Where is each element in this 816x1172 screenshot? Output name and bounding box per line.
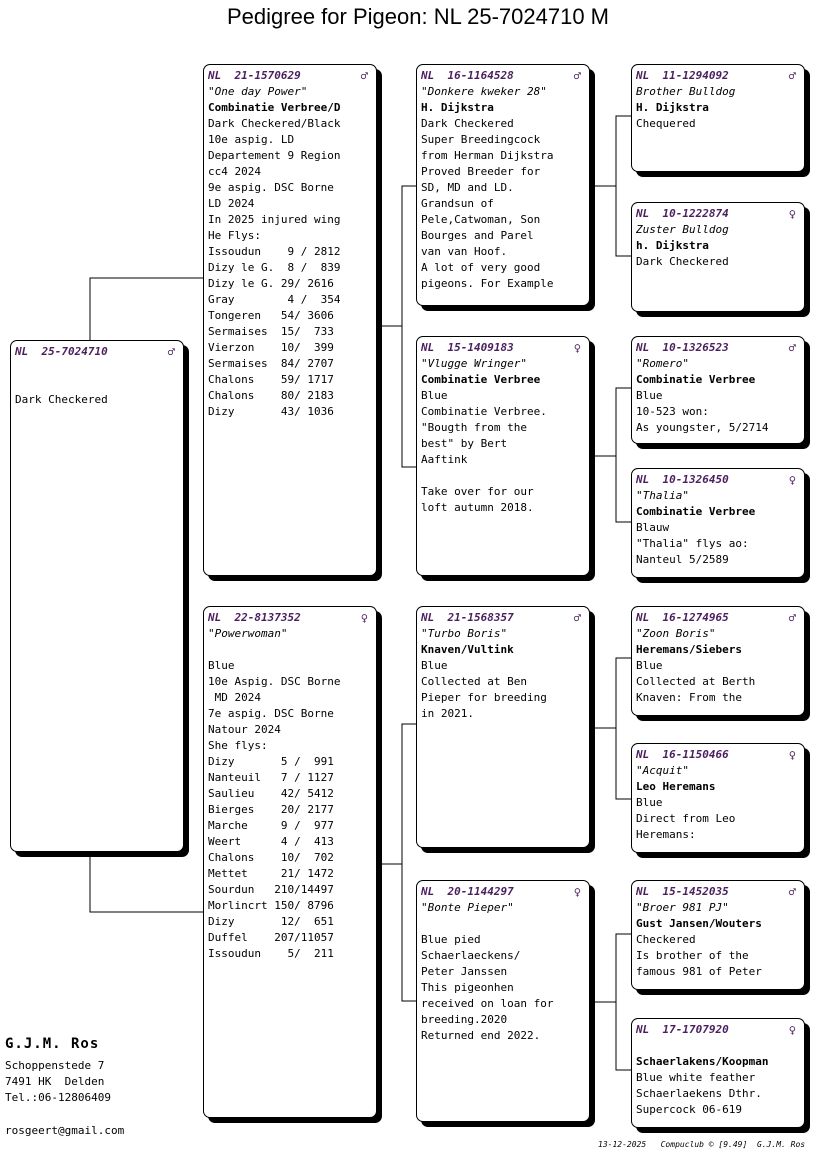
pigeon-info-line: pigeons. For Example <box>421 277 554 290</box>
pigeon-owner: Combinatie Verbree <box>636 373 756 386</box>
pigeon-header <box>421 610 585 626</box>
pigeon-owner: Combinatie Verbree/D <box>208 101 341 114</box>
pigeon-info-line: Nanteul 5/2589 <box>636 553 729 566</box>
pigeon-header <box>421 340 585 356</box>
pigeon-header <box>636 472 800 488</box>
pigeon-card-sire[interactable] <box>203 64 377 576</box>
pigeon-header <box>636 610 800 626</box>
pigeon-info-line: Peter Janssen <box>421 965 508 978</box>
pigeon-info-line: Combinatie Verbree. <box>421 405 547 418</box>
pigeon-info-line: Blue <box>636 796 663 809</box>
pigeon-header <box>421 68 585 84</box>
pigeon-info-line: Direct from Leo <box>636 812 736 825</box>
pigeon-owner <box>208 642 372 658</box>
pigeon-info-line: Checkered <box>636 933 696 946</box>
pigeon-info-line: Pele,Catwoman, Son <box>421 213 541 226</box>
female-symbol-icon: ♀ <box>573 885 581 899</box>
pigeon-info-line <box>15 360 179 376</box>
ring-number: NL 16-1274965 <box>636 611 729 624</box>
pigeon-nickname: "Bonte Pieper" <box>421 901 514 914</box>
pigeon-info-line: Bierges 20/ 2177 <box>208 803 334 816</box>
pigeon-card-dam-dam[interactable] <box>416 880 590 1122</box>
pigeon-card-dam[interactable] <box>203 606 377 1118</box>
ring-number: NL 10-1222874 <box>636 207 729 220</box>
pigeon-header <box>636 1022 800 1038</box>
female-symbol-icon: ♀ <box>788 473 796 487</box>
pigeon-info-line: Dizy 12/ 651 <box>208 915 334 928</box>
pigeon-nickname: "Turbo Boris" <box>421 627 508 640</box>
ring-number: NL 15-1409183 <box>421 341 514 354</box>
pigeon-info-line: Blue pied <box>421 933 481 946</box>
pigeon-info-line: Chequered <box>636 117 696 130</box>
pigeon-info-line: As youngster, 5/2714 <box>636 421 769 434</box>
breeder-address-street: Schoppenstede 7 <box>5 1059 105 1072</box>
pigeon-owner: h. Dijkstra <box>636 239 709 252</box>
pigeon-info-line: Issoudun 9 / 2812 <box>208 245 341 258</box>
female-symbol-icon: ♀ <box>360 611 368 625</box>
ring-number: NL 17-1707920 <box>636 1023 729 1036</box>
pigeon-info-line: Blue white feather <box>636 1071 756 1084</box>
pigeon-info-line: This pigeonhen <box>421 981 514 994</box>
pigeon-info-line: loft autumn 2018. <box>421 501 534 514</box>
pigeon-header <box>208 610 372 626</box>
ring-number: NL 16-1164528 <box>421 69 514 82</box>
pigeon-info-line: Take over for our <box>421 485 534 498</box>
pigeon-info-line: 7e aspig. DSC Borne <box>208 707 334 720</box>
pigeon-info-line: Blue <box>636 389 663 402</box>
pigeon-nickname: "Thalia" <box>636 489 689 502</box>
pigeon-card-subject[interactable] <box>10 340 184 852</box>
pigeon-info-line: "Bougth from the <box>421 421 527 434</box>
ring-number: NL 20-1144297 <box>421 885 514 898</box>
pigeon-info-line: van van Hoof. <box>421 245 508 258</box>
pigeon-owner: H. Dijkstra <box>421 101 494 114</box>
pigeon-owner: Leo Heremans <box>636 780 716 793</box>
male-symbol-icon: ♂ <box>573 611 581 625</box>
pigeon-info-line: Gray 4 / 354 <box>208 293 341 306</box>
ring-number: NL 11-1294092 <box>636 69 729 82</box>
pigeon-info-line: Natour 2024 <box>208 723 281 736</box>
pigeon-info-line: Pieper for breeding <box>421 691 547 704</box>
footer-info: 13-12-2025 Compuclub © [9.49] G.J.M. Ros <box>598 1140 806 1149</box>
pigeon-nickname: "Broer 981 PJ" <box>636 901 729 914</box>
male-symbol-icon: ♂ <box>788 69 796 83</box>
ring-number: NL 15-1452035 <box>636 885 729 898</box>
pigeon-info-line: "Thalia" flys ao: <box>636 537 749 550</box>
pigeon-info-line: Grandsun of <box>421 197 494 210</box>
pigeon-info-line: Saulieu 42/ 5412 <box>208 787 334 800</box>
pigeon-card-sire-sire-dam[interactable] <box>631 202 805 312</box>
pigeon-info-line: Duffel 207/11057 <box>208 931 334 944</box>
pigeon-info-line: breeding.2020 <box>421 1013 508 1026</box>
pigeon-info-line: Supercock 06-619 <box>636 1103 742 1116</box>
pigeon-info-line: Bourges and Parel <box>421 229 534 242</box>
page-title: Pedigree for Pigeon: NL 25-7024710 M <box>227 4 609 29</box>
pigeon-info-line: cc4 2024 <box>208 165 261 178</box>
pigeon-card-sire-dam-dam[interactable] <box>631 468 805 578</box>
pigeon-card-sire-dam[interactable] <box>416 336 590 576</box>
pigeon-info-line: Dizy le G. 29/ 2616 <box>208 277 334 290</box>
pigeon-info-line: Dizy 43/ 1036 <box>208 405 334 418</box>
male-symbol-icon: ♂ <box>788 611 796 625</box>
ring-number: NL 22-8137352 <box>208 611 301 624</box>
pigeon-info-line: Marche 9 / 977 <box>208 819 334 832</box>
pigeon-owner <box>421 916 585 932</box>
pigeon-info-line <box>421 468 585 484</box>
pigeon-info-line: Tongeren 54/ 3606 <box>208 309 334 322</box>
breeder-email[interactable]: rosgeert@gmail.com <box>5 1124 125 1137</box>
pigeon-header <box>636 340 800 356</box>
ring-number: NL 10-1326523 <box>636 341 729 354</box>
pigeon-nickname <box>636 1038 800 1054</box>
pigeon-info-line: in 2021. <box>421 707 474 720</box>
pigeon-owner: Knaven/Vultink <box>421 643 514 656</box>
pigeon-info-line: 10e aspig. LD <box>208 133 295 146</box>
pigeon-header <box>636 884 800 900</box>
pigeon-info-line: Heremans: <box>636 828 696 841</box>
pigeon-info-line: Collected at Berth <box>636 675 756 688</box>
ring-number: NL 21-1568357 <box>421 611 514 624</box>
pigeon-info-line: Departement 9 Region <box>208 149 341 162</box>
pigeon-info-line: SD, MD and LD. <box>421 181 514 194</box>
pigeon-info-line: Is brother of the <box>636 949 749 962</box>
pigeon-owner: H. Dijkstra <box>636 101 709 114</box>
female-symbol-icon: ♀ <box>788 748 796 762</box>
pigeon-header <box>208 68 372 84</box>
ring-number: NL 10-1326450 <box>636 473 729 486</box>
pigeon-owner: Gust Jansen/Wouters <box>636 917 762 930</box>
breeder-address-city: 7491 HK Delden <box>5 1075 105 1088</box>
pigeon-info-line: Dark Checkered/Black <box>208 117 341 130</box>
pigeon-nickname: "One day Power" <box>208 85 308 98</box>
pigeon-info-line: LD 2024 <box>208 197 255 210</box>
pigeon-card-dam-sire[interactable] <box>416 606 590 848</box>
pigeon-info-line: In 2025 injured wing <box>208 213 341 226</box>
pigeon-info-line: received on loan for <box>421 997 554 1010</box>
pigeon-owner: Heremans/Siebers <box>636 643 742 656</box>
male-symbol-icon: ♂ <box>167 345 175 359</box>
pigeon-info-line: famous 981 of Peter <box>636 965 762 978</box>
pigeon-card-sire-sire[interactable] <box>416 64 590 306</box>
pigeon-info-line: Chalons 10/ 702 <box>208 851 334 864</box>
pigeon-nickname: Brother Bulldog <box>636 85 736 98</box>
pigeon-info-line <box>15 376 179 392</box>
pigeon-info-line: Vierzon 10/ 399 <box>208 341 334 354</box>
pigeon-card-dam-dam-dam[interactable] <box>631 1018 805 1128</box>
ring-number: NL 16-1150466 <box>636 748 729 761</box>
pigeon-nickname: Zuster Bulldog <box>636 223 729 236</box>
pigeon-info-line: Chalons 59/ 1717 <box>208 373 334 386</box>
pigeon-info-line: Dizy 5 / 991 <box>208 755 334 768</box>
ring-number: NL 25-7024710 <box>15 345 108 358</box>
pigeon-info-line: Sourdun 210/14497 <box>208 883 334 896</box>
pigeon-info-line: Aaftink <box>421 453 468 466</box>
pigeon-info-line: Morlincrt 150/ 8796 <box>208 899 334 912</box>
pigeon-header <box>15 344 179 360</box>
pigeon-owner: Combinatie Verbree <box>636 505 756 518</box>
pigeon-info-line: Returned end 2022. <box>421 1029 541 1042</box>
pigeon-card-dam-dam-sire[interactable] <box>631 880 805 990</box>
pigeon-info-line: She flys: <box>208 739 268 752</box>
pigeon-owner: Schaerlakens/Koopman <box>636 1055 769 1068</box>
pigeon-info-line: Collected at Ben <box>421 675 527 688</box>
male-symbol-icon: ♂ <box>788 341 796 355</box>
pigeon-info-line: Sermaises 84/ 2707 <box>208 357 334 370</box>
pigeon-info-line: Issoudun 5/ 211 <box>208 947 334 960</box>
pigeon-header <box>636 68 800 84</box>
pigeon-info-line: Sermaises 15/ 733 <box>208 325 334 338</box>
pigeon-info-line: from Herman Dijkstra <box>421 149 554 162</box>
pigeon-card-sire-sire-sire[interactable] <box>631 64 805 172</box>
pigeon-nickname: "Acquit" <box>636 764 689 777</box>
pigeon-info-line: MD 2024 <box>208 691 261 704</box>
pigeon-info-line: Chalons 80/ 2183 <box>208 389 334 402</box>
ring-number: NL 21-1570629 <box>208 69 301 82</box>
pigeon-info-line: Schaerlaeckens/ <box>421 949 521 962</box>
pigeon-owner: Combinatie Verbree <box>421 373 541 386</box>
pigeon-nickname: "Donkere kweker 28" <box>421 85 547 98</box>
pigeon-info-line: best" by Bert <box>421 437 508 450</box>
pigeon-info-line: 10e Aspig. DSC Borne <box>208 675 341 688</box>
pigeon-info-line: Blue <box>421 389 448 402</box>
pigeon-info-line: Knaven: From the <box>636 691 742 704</box>
pigeon-nickname: "Powerwoman" <box>208 627 288 640</box>
pigeon-info-line: Dark Checkered <box>636 255 729 268</box>
pigeon-info-line: Blauw <box>636 521 670 534</box>
pigeon-info-line: Dizy le G. 8 / 839 <box>208 261 341 274</box>
pigeon-info-line: 10-523 won: <box>636 405 709 418</box>
pigeon-nickname: "Romero" <box>636 357 689 370</box>
female-symbol-icon: ♀ <box>788 1023 796 1037</box>
male-symbol-icon: ♂ <box>788 885 796 899</box>
pigeon-info-line: Blue <box>421 659 448 672</box>
male-symbol-icon: ♂ <box>573 69 581 83</box>
pigeon-info-line: Blue <box>636 659 663 672</box>
pigeon-info-line: Nanteuil 7 / 1127 <box>208 771 334 784</box>
breeder-phone: Tel.:06-12806409 <box>5 1091 111 1104</box>
pigeon-info-line: Dark Checkered <box>421 117 514 130</box>
pigeon-info-line: A lot of very good <box>421 261 541 274</box>
female-symbol-icon: ♀ <box>788 207 796 221</box>
pigeon-info-line: Super Breedingcock <box>421 133 541 146</box>
pigeon-info-line: 9e aspig. DSC Borne <box>208 181 334 194</box>
female-symbol-icon: ♀ <box>573 341 581 355</box>
pigeon-header <box>421 884 585 900</box>
breeder-name: G.J.M. Ros <box>5 1036 100 1052</box>
pigeon-info-line: He Flys: <box>208 229 261 242</box>
pigeon-info-line: Mettet 21/ 1472 <box>208 867 334 880</box>
pigeon-info-line: Proved Breeder for <box>421 165 541 178</box>
pigeon-card-dam-sire-dam[interactable] <box>631 743 805 853</box>
pigeon-header <box>636 206 800 222</box>
male-symbol-icon: ♂ <box>360 69 368 83</box>
pigeon-nickname: "Zoon Boris" <box>636 627 716 640</box>
pigeon-info-line: Dark Checkered <box>15 393 108 406</box>
pigeon-card-dam-sire-sire[interactable] <box>631 606 805 716</box>
pigeon-info-line: Blue <box>208 659 235 672</box>
pigeon-header <box>636 747 800 763</box>
pigeon-card-sire-dam-sire[interactable] <box>631 336 805 444</box>
pigeon-info-line: Schaerlaekens Dthr. <box>636 1087 762 1100</box>
pigeon-info-line: Weert 4 / 413 <box>208 835 334 848</box>
pigeon-nickname: "Vlugge Wringer" <box>421 357 527 370</box>
